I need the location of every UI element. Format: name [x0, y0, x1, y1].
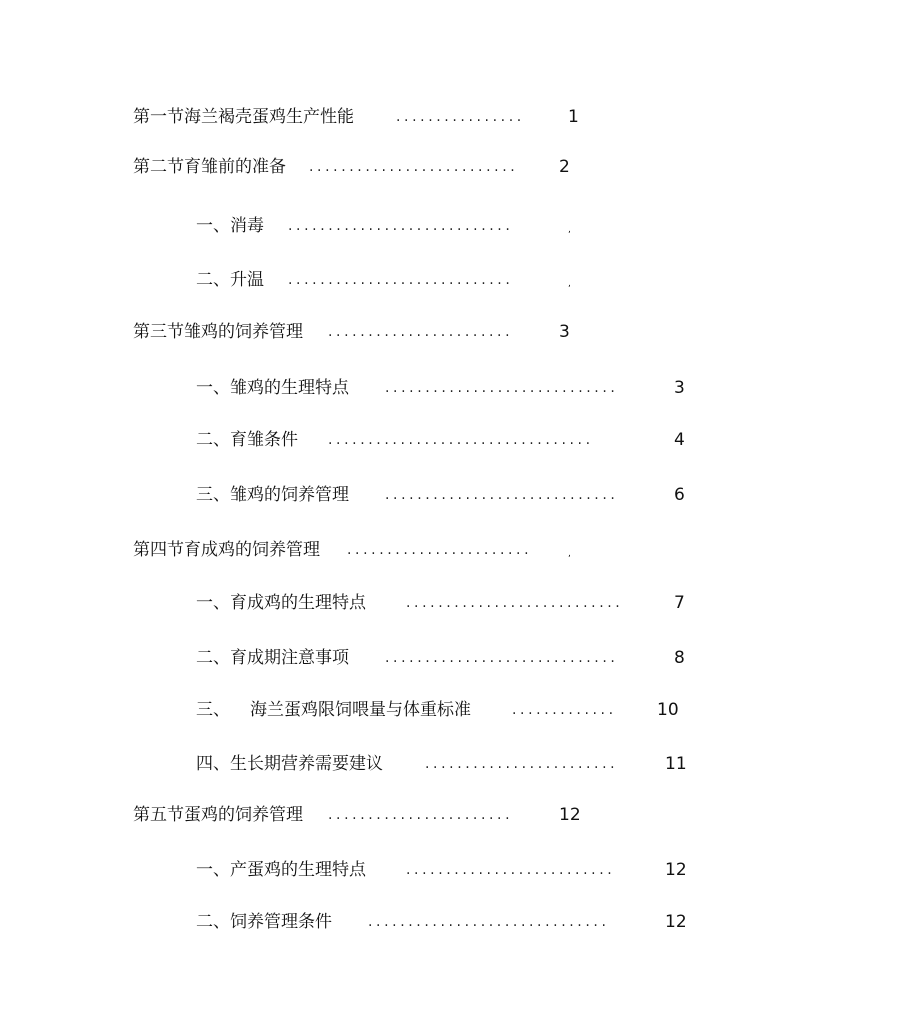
toc-page-number: 8	[674, 648, 685, 668]
toc-leader-dots: .............................	[385, 380, 619, 396]
toc-leader-dots: .......................	[347, 542, 533, 558]
toc-page-number: ,	[568, 549, 571, 559]
toc-leader-dots: ................	[396, 109, 525, 125]
toc-page-number: 12	[665, 860, 687, 880]
toc-page-number: 3	[674, 378, 685, 398]
toc-leader-dots: ..........................	[309, 159, 519, 175]
toc-entry-title: 一、育成鸡的生理特点	[196, 593, 366, 613]
toc-page-number: 10	[657, 700, 679, 720]
toc-entry-title: 四、生长期营养需要建议	[196, 754, 383, 774]
toc-leader-dots: .......................	[328, 324, 514, 340]
toc-entry-section-5[interactable]	[133, 803, 593, 827]
toc-entry-heating[interactable]	[196, 268, 596, 292]
toc-leader-dots: ............................	[288, 218, 514, 234]
toc-page-number: 4	[674, 430, 685, 450]
toc-entry-title: 二、育成期注意事项	[196, 648, 349, 668]
toc-entry-title: 二、升温	[196, 270, 264, 290]
toc-leader-dots: .................................	[328, 432, 594, 448]
toc-entry-grower-physiology[interactable]	[196, 591, 696, 615]
toc-entry-title: 一、产蛋鸡的生理特点	[196, 860, 366, 880]
toc-leader-dots: ........................	[425, 756, 619, 772]
toc-leader-dots: .............	[512, 702, 617, 718]
toc-page-number: 1	[568, 107, 579, 127]
toc-entry-title: 一、消毒	[196, 216, 264, 236]
toc-entry-title: 一、雏鸡的生理特点	[196, 378, 349, 398]
toc-entry-title: 二、饲养管理条件	[196, 912, 332, 932]
toc-leader-dots: ..............................	[368, 914, 610, 930]
toc-page-number: 12	[665, 912, 687, 932]
toc-entry-chick-physiology[interactable]	[196, 376, 696, 400]
toc-page-number: ,	[568, 225, 571, 235]
toc-leader-dots: .............................	[385, 650, 619, 666]
toc-entry-title: 第三节雏鸡的饲养管理	[133, 322, 303, 342]
toc-entry-title: 三、雏鸡的饲养管理	[196, 485, 349, 505]
toc-entry-section-3[interactable]	[133, 320, 593, 344]
toc-entry-management-conditions[interactable]	[196, 910, 696, 934]
toc-entry-disinfection[interactable]	[196, 214, 596, 238]
toc-entry-title: 二、育雏条件	[196, 430, 298, 450]
toc-entry-title: 第五节蛋鸡的饲养管理	[133, 805, 303, 825]
toc-page-number: ,	[568, 279, 571, 289]
toc-page-number: 12	[559, 805, 581, 825]
toc-leader-dots: ..........................	[406, 862, 616, 878]
toc-entry-title: 三、	[196, 700, 230, 720]
toc-entry-feed-restriction[interactable]	[196, 698, 696, 722]
toc-leader-dots: .......................	[328, 807, 514, 823]
toc-page-number: 2	[559, 157, 570, 177]
toc-page-number: 3	[559, 322, 570, 342]
toc-entry-section-4[interactable]	[133, 538, 593, 562]
toc-page-number: 6	[674, 485, 685, 505]
toc-entry-grower-notes[interactable]	[196, 646, 696, 670]
toc-leader-dots: ...........................	[406, 595, 624, 611]
toc-entry-layer-physiology[interactable]	[196, 858, 696, 882]
toc-page-number: 11	[665, 754, 687, 774]
toc-entry-brooding-conditions[interactable]	[196, 428, 696, 452]
toc-entry-title: 第四节育成鸡的饲养管理	[133, 540, 320, 560]
toc-page-number: 7	[674, 593, 685, 613]
toc-entry-section-2[interactable]	[133, 155, 593, 179]
toc-entry-title: 第二节育雏前的准备	[133, 157, 286, 177]
toc-leader-dots: ............................	[288, 272, 514, 288]
toc-entry-title-continued: 海兰蛋鸡限饲喂量与体重标准	[250, 700, 471, 720]
toc-entry-title: 第一节海兰褐壳蛋鸡生产性能	[133, 107, 354, 127]
toc-leader-dots: .............................	[385, 487, 619, 503]
toc-entry-chick-management[interactable]	[196, 483, 696, 507]
toc-entry-growth-nutrition[interactable]	[196, 752, 696, 776]
toc-entry-section-1[interactable]	[133, 105, 593, 129]
